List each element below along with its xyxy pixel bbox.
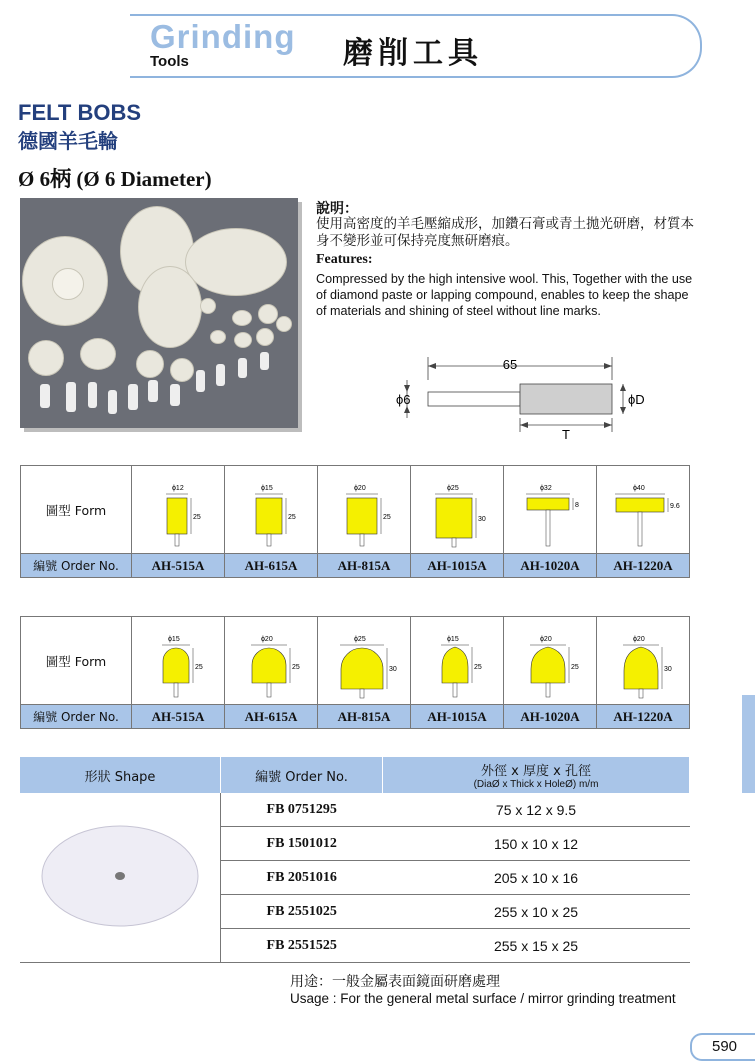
- svg-text:ϕ15: ϕ15: [168, 636, 180, 643]
- features-heading: Features:: [316, 252, 373, 267]
- form-cell: [225, 466, 318, 554]
- svg-text:ϕ32: ϕ32: [540, 485, 552, 492]
- order-row-size: 205 x 10 x 16: [383, 861, 690, 895]
- order-code: AH-1015A: [411, 554, 504, 578]
- form-cell: [318, 617, 411, 705]
- felt-wheel-image: [35, 821, 205, 931]
- order-label: 編號 Order No.: [21, 705, 132, 729]
- svg-text:ϕ20: ϕ20: [540, 636, 552, 643]
- svg-text:ϕ25: ϕ25: [354, 636, 366, 643]
- diagram-thickness-label: T: [562, 427, 570, 442]
- usage-cn: 用途：一般金屬表面鏡面研磨處理: [290, 974, 500, 990]
- order-code: AH-615A: [225, 705, 318, 729]
- form-cell: [411, 617, 504, 705]
- form-label: 圖型 Form: [21, 466, 132, 554]
- page-number: 590: [690, 1033, 755, 1061]
- form-cell: [318, 466, 411, 554]
- order-row-code: FB 2551525: [221, 929, 383, 963]
- svg-text:ϕ20: ϕ20: [633, 636, 645, 643]
- features-text: Compressed by the high intensive wool. This, Together with the use of diamond paste or lapping compound, enables to keep the shape of materials and shining of steel without line marks.: [316, 272, 693, 318]
- order-row-size: 255 x 15 x 25: [383, 929, 690, 963]
- order-code: AH-515A: [132, 705, 225, 729]
- header-chinese-title: 磨削工具: [343, 36, 483, 71]
- svg-text:25: 25: [571, 664, 579, 671]
- svg-text:9.6: 9.6: [670, 503, 680, 510]
- svg-text:25: 25: [474, 664, 482, 671]
- order-code: AH-515A: [132, 554, 225, 578]
- form-label: 圖型 Form: [21, 617, 132, 705]
- order-code: AH-1220A: [597, 554, 690, 578]
- product-subtitle: Ø 6柄 (Ø 6 Diameter): [18, 167, 212, 191]
- svg-text:ϕ20: ϕ20: [354, 485, 366, 492]
- form-cell: [225, 617, 318, 705]
- order-code: AH-815A: [318, 705, 411, 729]
- svg-text:30: 30: [664, 666, 672, 673]
- order-row-size: 255 x 10 x 25: [383, 895, 690, 929]
- side-tab: [742, 695, 755, 793]
- order-code: AH-615A: [225, 554, 318, 578]
- svg-text:25: 25: [195, 664, 203, 671]
- description-cn-heading: 說明：: [316, 201, 358, 217]
- svg-text:30: 30: [478, 516, 486, 523]
- svg-text:25: 25: [292, 664, 300, 671]
- form-cell: [132, 617, 225, 705]
- svg-text:ϕ25: ϕ25: [447, 485, 459, 492]
- header-tools: Tools: [150, 53, 189, 70]
- order-code: AH-1020A: [504, 554, 597, 578]
- order-row-code: FB 0751295: [221, 793, 383, 827]
- form-cell: [132, 466, 225, 554]
- order-row-size: 150 x 10 x 12: [383, 827, 690, 861]
- order-code: AH-1015A: [411, 705, 504, 729]
- product-title-cn: 德國羊毛輪: [18, 129, 118, 153]
- col-size-cn: 外徑 x 厚度 x 孔徑: [481, 764, 591, 779]
- col-size-en: (DiaØ x Thick x HoleØ) m/m: [473, 779, 599, 790]
- svg-text:ϕ15: ϕ15: [261, 485, 273, 492]
- form-cell: [411, 466, 504, 554]
- order-row-code: FB 2551025: [221, 895, 383, 929]
- form-cell: [597, 617, 690, 705]
- svg-text:25: 25: [193, 514, 201, 521]
- order-label: 編號 Order No.: [21, 554, 132, 578]
- shape-cell: [20, 793, 221, 963]
- description-cn-text: 使用高密度的羊毛壓縮成形，加鑽石膏或青土拋光研磨，材質本身不變形並可保持亮度無研磨痕。: [316, 216, 694, 249]
- diagram-length-label: 65: [502, 357, 518, 372]
- order-row-size: 75 x 12 x 9.5: [383, 793, 690, 827]
- order-row-code: FB 1501012: [221, 827, 383, 861]
- svg-text:ϕ20: ϕ20: [261, 636, 273, 643]
- form-cell: [504, 617, 597, 705]
- svg-text:25: 25: [383, 514, 391, 521]
- product-title-en: FELT BOBS: [18, 100, 142, 125]
- svg-text:30: 30: [389, 666, 397, 673]
- form-cell: [504, 466, 597, 554]
- order-code: AH-1220A: [597, 705, 690, 729]
- diagram-diameter-label: ϕD: [628, 392, 645, 407]
- order-table: [20, 757, 690, 963]
- dimension-diagram: [390, 352, 660, 444]
- svg-text:ϕ15: ϕ15: [447, 636, 459, 643]
- col-shape-header: 形狀 Shape: [20, 757, 221, 793]
- form-table-cylinder: [20, 465, 690, 578]
- col-order-header: 編號 Order No.: [221, 757, 383, 793]
- svg-text:ϕ40: ϕ40: [633, 485, 645, 492]
- order-code: AH-1020A: [504, 705, 597, 729]
- header-grinding: Grinding: [150, 18, 296, 55]
- usage-en: Usage : For the general metal surface / mirror grinding treatment: [290, 991, 676, 1006]
- product-photo: [20, 198, 298, 428]
- order-row-code: FB 2051016: [221, 861, 383, 895]
- col-size-header: [383, 757, 690, 793]
- form-table-rounded: [20, 616, 690, 729]
- form-cell: [597, 466, 690, 554]
- diagram-shank-label: ϕ6: [396, 392, 411, 407]
- svg-text:8: 8: [575, 502, 579, 509]
- svg-text:ϕ12: ϕ12: [172, 485, 184, 492]
- svg-text:25: 25: [288, 514, 296, 521]
- order-code: AH-815A: [318, 554, 411, 578]
